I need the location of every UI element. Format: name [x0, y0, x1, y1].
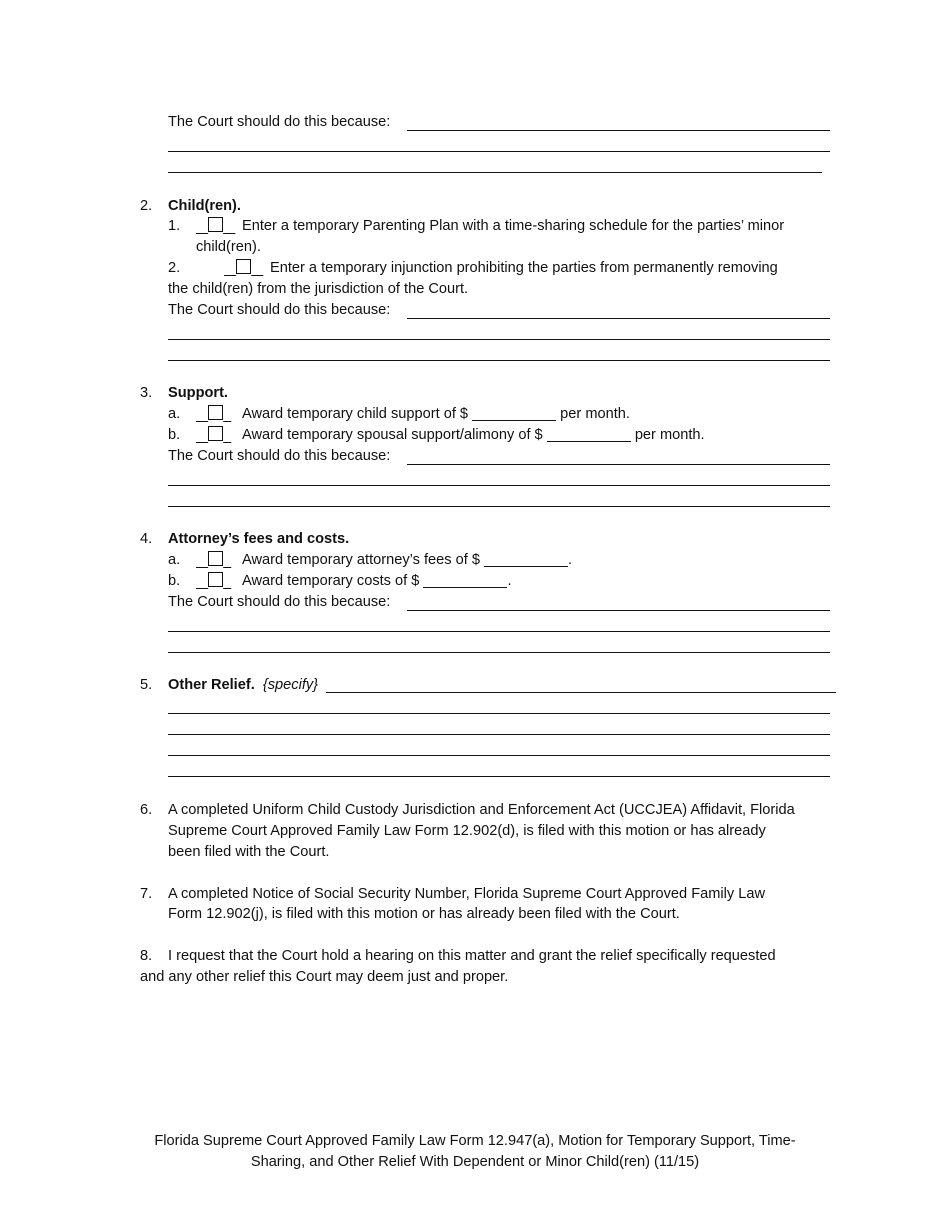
- sec3-a-suffix: per month.: [560, 406, 630, 422]
- sec2-because-line-1[interactable]: [407, 318, 830, 319]
- sec5-specify: {specify}: [262, 677, 319, 693]
- sec8-line-1: I request that the Court hold a hearing on this matter and grant the relief specifically requested: [168, 948, 776, 964]
- intro-because-line-3[interactable]: [168, 172, 822, 173]
- sec4-b-amount-field[interactable]: [423, 573, 507, 588]
- sec3-b-row: [242, 426, 705, 444]
- sec6-number: 6.: [140, 802, 153, 818]
- sec3-a-letter: a.: [168, 406, 181, 422]
- intro-because-line-1[interactable]: [407, 130, 830, 131]
- sec4-a-text: Award temporary attorney’s fees of $: [242, 552, 480, 568]
- sec2-item2-text: Enter a temporary injunction prohibiting the parties from permanently removing: [270, 260, 778, 276]
- sec4-a-row: Award temporary attorney’s fees of $ .: [242, 552, 573, 568]
- sec3-because-line-1[interactable]: [407, 464, 830, 465]
- sec3-a-checkbox-wrap: [196, 405, 231, 423]
- sec7-line-1: A completed Notice of Social Security Number, Florida Supreme Court Approved Family Law: [168, 886, 765, 902]
- sec6-line-1: A completed Uniform Child Custody Jurisdiction and Enforcement Act (UCCJEA) Affidavit, Florida: [168, 802, 795, 818]
- sec2-title: Child(ren).: [168, 198, 241, 214]
- intro-because-line-2[interactable]: [168, 151, 830, 152]
- sec3-because-line-3[interactable]: [168, 506, 830, 507]
- sec3-a-checkbox[interactable]: [208, 405, 223, 420]
- sec2-number: 2.: [140, 198, 153, 214]
- sec4-b-text: Award temporary costs of $: [242, 573, 420, 589]
- intro-because-label: The Court should do this because:: [168, 114, 391, 130]
- footer: [0, 1131, 950, 1173]
- footer-line-1: Florida Supreme Court Approved Family Law Form 12.947(a), Motion for Temporary Support, Time-: [154, 1133, 796, 1149]
- sec5-line-2[interactable]: [168, 713, 830, 714]
- sec5-line-5[interactable]: [168, 776, 830, 777]
- sec5-line-3[interactable]: [168, 734, 830, 735]
- sec2-because-label: The Court should do this because:: [168, 302, 391, 318]
- sec5-number: 5.: [140, 677, 153, 693]
- footer-line-2: Sharing, and Other Relief With Dependent or Minor Child(ren) (11/15): [250, 1154, 700, 1170]
- sec3-number: 3.: [140, 385, 153, 401]
- sec5-title: Other Relief.: [168, 677, 255, 693]
- sec4-because-line-1[interactable]: [407, 610, 830, 611]
- sec6-line-3: been filed with the Court.: [168, 844, 330, 860]
- sec3-a-amount-field[interactable]: [472, 406, 556, 421]
- sec2-item1-checkbox-wrap: [196, 217, 235, 235]
- sec4-b-checkbox[interactable]: [208, 572, 223, 587]
- sec4-because-line-2[interactable]: [168, 631, 830, 632]
- sec4-a-amount-field[interactable]: [484, 552, 568, 567]
- sec4-number: 4.: [140, 531, 153, 547]
- sec2-item2-number: 2.: [168, 260, 181, 276]
- sec4-a-checkbox-wrap: [196, 551, 231, 569]
- sec5-heading: [168, 676, 318, 694]
- sec2-item1-continuation: child(ren).: [196, 239, 261, 255]
- sec2-because-line-3[interactable]: [168, 360, 830, 361]
- sec5-line-1[interactable]: [326, 692, 836, 693]
- sec3-because-line-2[interactable]: [168, 485, 830, 486]
- sec3-b-checkbox-wrap: [196, 426, 231, 444]
- sec5-line-4[interactable]: [168, 755, 830, 756]
- sec4-title: Attorney’s fees and costs.: [168, 531, 350, 547]
- sec2-item1-checkbox[interactable]: [208, 217, 223, 232]
- sec8-line-2: and any other relief this Court may deem just and proper.: [140, 969, 509, 985]
- sec4-b-letter: b.: [168, 573, 181, 589]
- sec2-item1-number: 1.: [168, 218, 181, 234]
- sec3-b-amount-field[interactable]: [547, 427, 631, 442]
- sec7-number: 7.: [140, 886, 153, 902]
- sec6-line-2: Supreme Court Approved Family Law Form 12.902(d), is filed with this motion or has already: [168, 823, 766, 839]
- sec7-line-2: Form 12.902(j), is filed with this motion or has already been filed with the Court.: [168, 906, 680, 922]
- sec2-item2-checkbox[interactable]: [236, 259, 251, 274]
- sec4-because-line-3[interactable]: [168, 652, 830, 653]
- sec4-a-checkbox[interactable]: [208, 551, 223, 566]
- sec4-because-label: The Court should do this because:: [168, 594, 391, 610]
- sec2-item2-continuation: the child(ren) from the jurisdiction of the Court.: [168, 281, 469, 297]
- sec2-because-line-2[interactable]: [168, 339, 830, 340]
- sec3-because-label: The Court should do this because:: [168, 448, 391, 464]
- sec4-b-checkbox-wrap: [196, 572, 231, 590]
- sec3-a-row: [242, 405, 630, 423]
- sec3-b-text: Award temporary spousal support/alimony of $: [242, 427, 543, 443]
- sec2-item2-checkbox-wrap: [224, 259, 263, 277]
- sec3-b-suffix: per month.: [634, 427, 705, 443]
- sec3-b-letter: b.: [168, 427, 181, 443]
- sec3-b-checkbox[interactable]: [208, 426, 223, 441]
- sec3-title: Support.: [168, 385, 228, 401]
- sec4-b-row: Award temporary costs of $ .: [242, 573, 512, 589]
- sec2-item1-text: Enter a temporary Parenting Plan with a time-sharing schedule for the parties’ minor: [242, 218, 785, 234]
- sec4-a-letter: a.: [168, 552, 181, 568]
- sec3-a-text: Award temporary child support of $: [242, 406, 469, 422]
- sec8-number: 8.: [140, 948, 153, 964]
